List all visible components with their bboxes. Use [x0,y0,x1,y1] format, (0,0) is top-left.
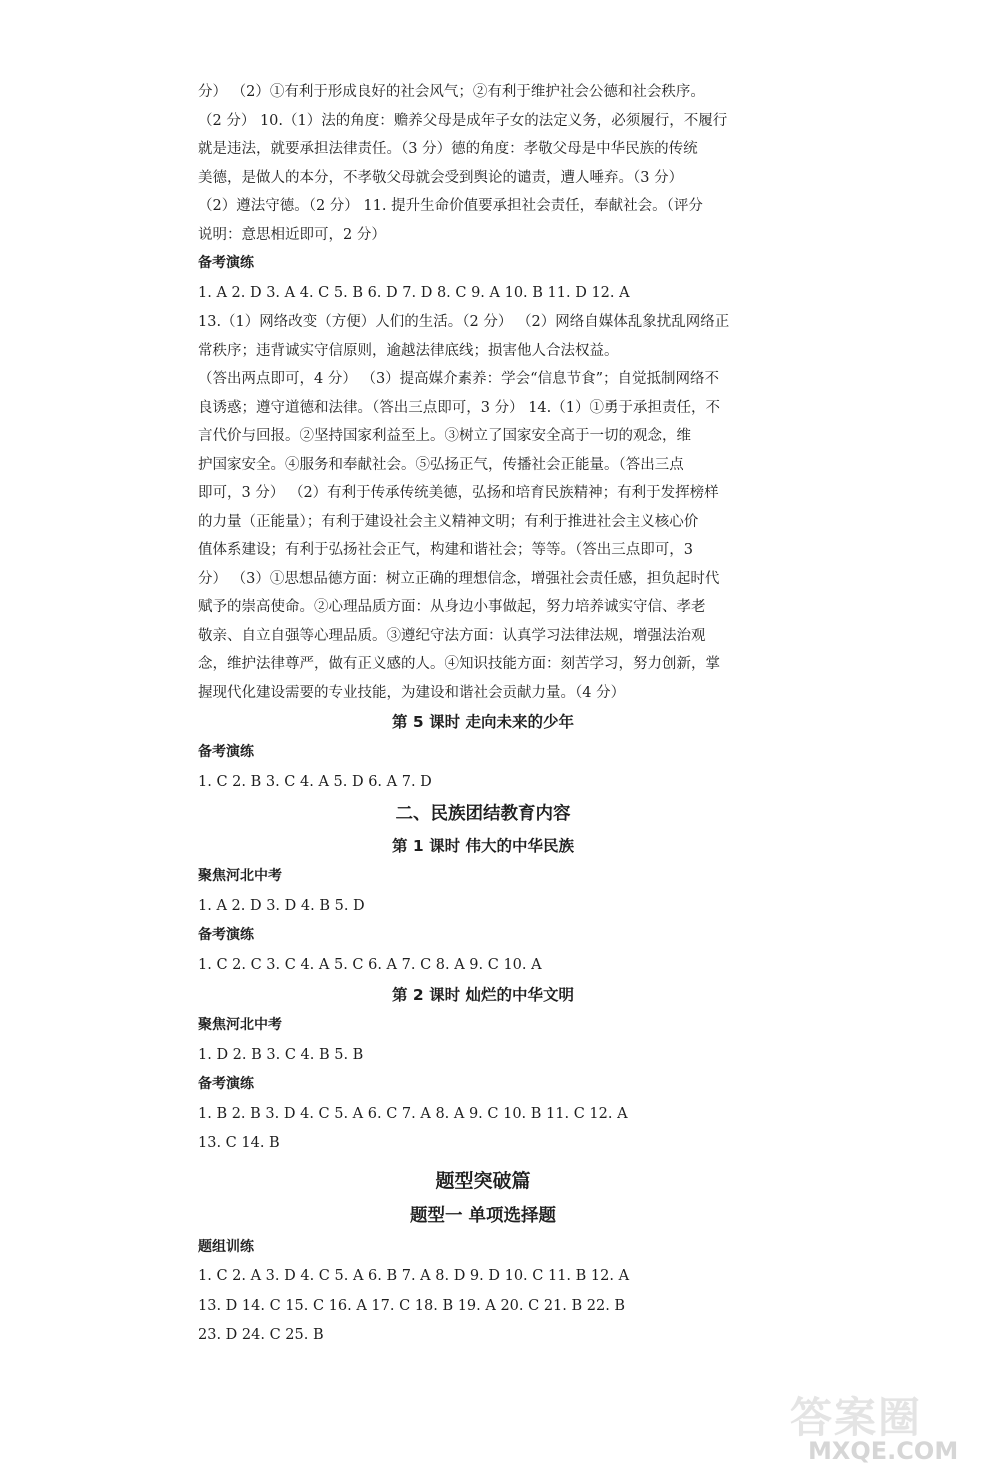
lesson-title: 第 5 课时 走向未来的少年 [392,713,574,731]
part-title: 题型突破篇 [435,1169,531,1192]
text-line: 常秩序；违背诚实守信原则，逾越法律底线；损害他人合法权益。 [198,342,619,359]
subsection-heading: 备考演练 [198,1076,254,1092]
text-line: 护国家安全。④服务和奉献社会。⑤弘扬正气，传播社会正能量。（答出三点 [198,456,684,473]
text-line: 美德，是做人的本分，不孝敬父母就会受到舆论的谴责，遭人唾弃。（3 分） [198,169,684,186]
text-line: 赋予的崇高使命。②心理品质方面：从身边小事做起，努力培养诚实守信、孝老 [198,599,706,615]
watermark-url: MXQE.COM [808,1437,959,1465]
text-line: 就是违法，就要承担法律责任。（3 分）德的角度：孝敬父母是中华民族的传统 [198,141,698,157]
text-line: （2 分） 10.（1）法的角度：赡养父母是成年子女的法定义务，必须履行，不履行 [198,112,728,129]
answer-page [198,78,768,1351]
text-line: 分） （2）①有利于形成良好的社会风气；②有利于维护社会公德和社会秩序。 [198,84,705,100]
answer-list: 1. D 2. B 3. C 4. B 5. B [198,1046,364,1063]
subsection-heading: 聚焦河北中考 [198,868,282,884]
lesson-title: 第 1 课时 伟大的中华民族 [392,837,574,855]
answer-list: 23. D 24. C 25. B [198,1327,324,1343]
watermark-logo [772,1385,997,1467]
text-line: 敬亲、自立自强等心理品质。③遵纪守法方面：认真学习法律法规，增强法治观 [198,627,706,644]
subsection-heading: 聚焦河北中考 [198,1017,282,1033]
answer-list: 1. C 2. C 3. C 4. A 5. C 6. A 7. C 8. A 9. C 10. A [198,956,542,973]
answer-list: 1. C 2. B 3. C 4. A 5. D 6. A 7. D [198,773,432,790]
answer-list: 1. C 2. A 3. D 4. C 5. A 6. B 7. A 8. D 9. D 10. C 11. B 12. A [198,1268,630,1284]
text-line: 说明：意思相近即可，2 分） [198,226,386,243]
answer-list: 13. C 14. B [198,1135,280,1151]
subsection-heading: 备考演练 [198,255,254,271]
answer-list: 1. A 2. D 3. A 4. C 5. B 6. D 7. D 8. C 9. A 10. B 11. D 12. A [198,284,630,301]
text-line: 13.（1）网络改变（方便）人们的生活。（2 分） （2）网络自媒体乱象扰乱网络正 [198,314,730,330]
text-line: 握现代化建设需要的专业技能，为建设和谐社会贡献力量。（4 分） [198,684,626,701]
text-line: 值体系建设；有利于弘扬社会正气，构建和谐社会；等等。（答出三点即可，3 [198,542,693,558]
watermark-logo-text: 答案圈 [790,1393,923,1442]
text-line: 的力量（正能量）；有利于建设社会主义精神文明；有利于推进社会主义核心价 [198,513,699,530]
text-line: 言代价与回报。②坚持国家利益至上。③树立了国家安全高于一切的观念，维 [198,428,691,444]
answer-list: 13. D 14. C 15. C 16. A 17. C 18. B 19. A 20. C 21. B 22. B [198,1297,626,1314]
text-line: 分） （3）①思想品德方面：树立正确的理想信念，增强社会责任感，担负起时代 [198,570,720,587]
answer-list: 1. B 2. B 3. D 4. C 5. A 6. C 7. A 8. A 9. C 10. B 11. C 12. A [198,1105,628,1122]
text-line: （2）遵法守德。（2 分） 11. 提升生命价值要承担社会责任，奉献社会。（评分 [198,198,703,214]
lesson-title: 第 2 课时 灿烂的中华文明 [392,986,574,1004]
text-line: 念，维护法律尊严，做有正义感的人。④知识技能方面：刻苦学习，努力创新，掌 [198,656,720,672]
subsection-heading: 备考演练 [198,744,254,760]
answer-paragraph-2 [198,308,768,707]
subsection-heading: 备考演练 [198,927,254,943]
text-line: 即可，3 分） （2）有利于传承传统美德，弘扬和培育民族精神；有利于发挥榜样 [198,485,719,501]
answer-list: 1. A 2. D 3. D 4. B 5. D [198,897,365,914]
subsection-heading: 题组训练 [198,1238,254,1255]
text-line: （答出两点即可，4 分） （3）提高媒介素养：学会“信息节食”；自觉抵制网络不 [198,371,719,387]
question-type-title: 题型一 单项选择题 [409,1205,557,1226]
text-line: 良诱惑；遵守道德和法律。（答出三点即可，3 分） 14.（1）①勇于承担责任，不 [198,399,720,416]
unit-title: 二、民族团结教育内容 [395,804,571,824]
answer-paragraph-1 [198,78,768,249]
